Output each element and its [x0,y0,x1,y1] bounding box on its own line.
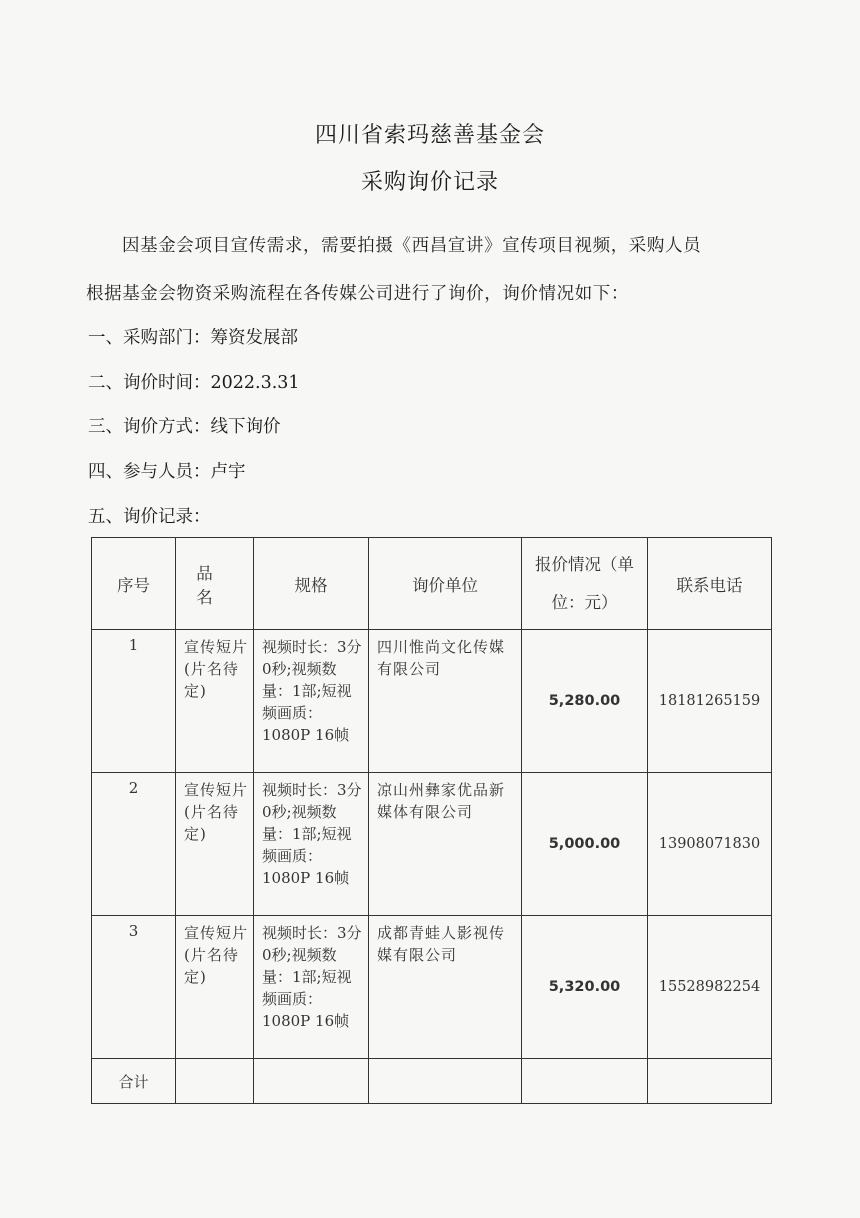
row-unit: 凉山州彝家优品新媒体有限公司 [369,773,522,916]
row-price: 5,000.00 [522,773,648,916]
purchase-department [88,324,298,349]
document-title: 四川省索玛慈善基金会 [314,123,545,148]
total-empty-cell [254,1059,369,1104]
row-name: 宣传短片(片名待定) [176,630,254,773]
row-phone: 18181265159 [648,630,772,773]
inquiry-time [88,369,300,394]
row-spec: 视频时长：3分0秒;视频数量：1部;短视频画质：1080P 16帧 [254,916,369,1059]
row-name: 宣传短片(片名待定) [176,916,254,1059]
inquiry-method [88,413,281,438]
total-empty-cell [648,1059,772,1104]
row-spec: 视频时长：3分0秒;视频数量：1部;短视频画质：1080P 16帧 [254,630,369,773]
inquiry-time-value: 2022.3.31 [210,373,300,393]
row-price: 5,280.00 [522,630,648,773]
total-empty-cell [369,1059,522,1104]
header-price: 报价情况（单位：元） [522,538,648,630]
inquiry-record-heading: 五、询价记录： [88,507,211,527]
header-unit: 询价单位 [369,538,522,630]
intro-line-2: 根据基金会物资采购流程在各传媒公司进行了询价，询价情况如下： [86,284,629,304]
row-spec: 视频时长：3分0秒;视频数量：1部;短视频画质：1080P 16帧 [254,773,369,916]
participants [88,458,246,483]
row-price: 5,320.00 [522,916,648,1059]
document-subtitle: 采购询价记录 [360,170,499,195]
header-name: 品 名 [176,538,254,630]
header-no: 序号 [92,538,176,630]
total-empty-cell [176,1059,254,1104]
row-no: 1 [92,630,176,773]
row-no: 2 [92,773,176,916]
intro-line-1: 因基金会项目宣传需求，需要拍摄《西昌宣讲》宣传项目视频，采购人员 [122,236,702,256]
inquiry-time-label: 二、询价时间： [88,373,211,393]
purchase-department-value: 筹资发展部 [210,328,298,348]
inquiry-method-label: 三、询价方式： [88,417,211,437]
row-no: 3 [92,916,176,1059]
table-row [92,630,772,773]
row-unit: 四川惟尚文化传媒有限公司 [369,630,522,773]
purchase-department-label: 一、采购部门： [88,328,211,348]
table-row [92,773,772,916]
inquiry-method-value: 线下询价 [210,417,281,437]
header-spec: 规格 [254,538,369,630]
table-row [92,916,772,1059]
participants-value: 卢宇 [210,462,246,482]
row-phone: 13908071830 [648,773,772,916]
row-name: 宣传短片(片名待定) [176,773,254,916]
total-empty-cell [522,1059,648,1104]
row-phone: 15528982254 [648,916,772,1059]
header-phone: 联系电话 [648,538,772,630]
row-unit: 成都青蛙人影视传媒有限公司 [369,916,522,1059]
table-total-row [92,1059,772,1104]
table-header-row [92,538,772,630]
inquiry-table [91,537,772,1104]
participants-label: 四、参与人员： [88,462,211,482]
total-label: 合计 [92,1059,176,1104]
